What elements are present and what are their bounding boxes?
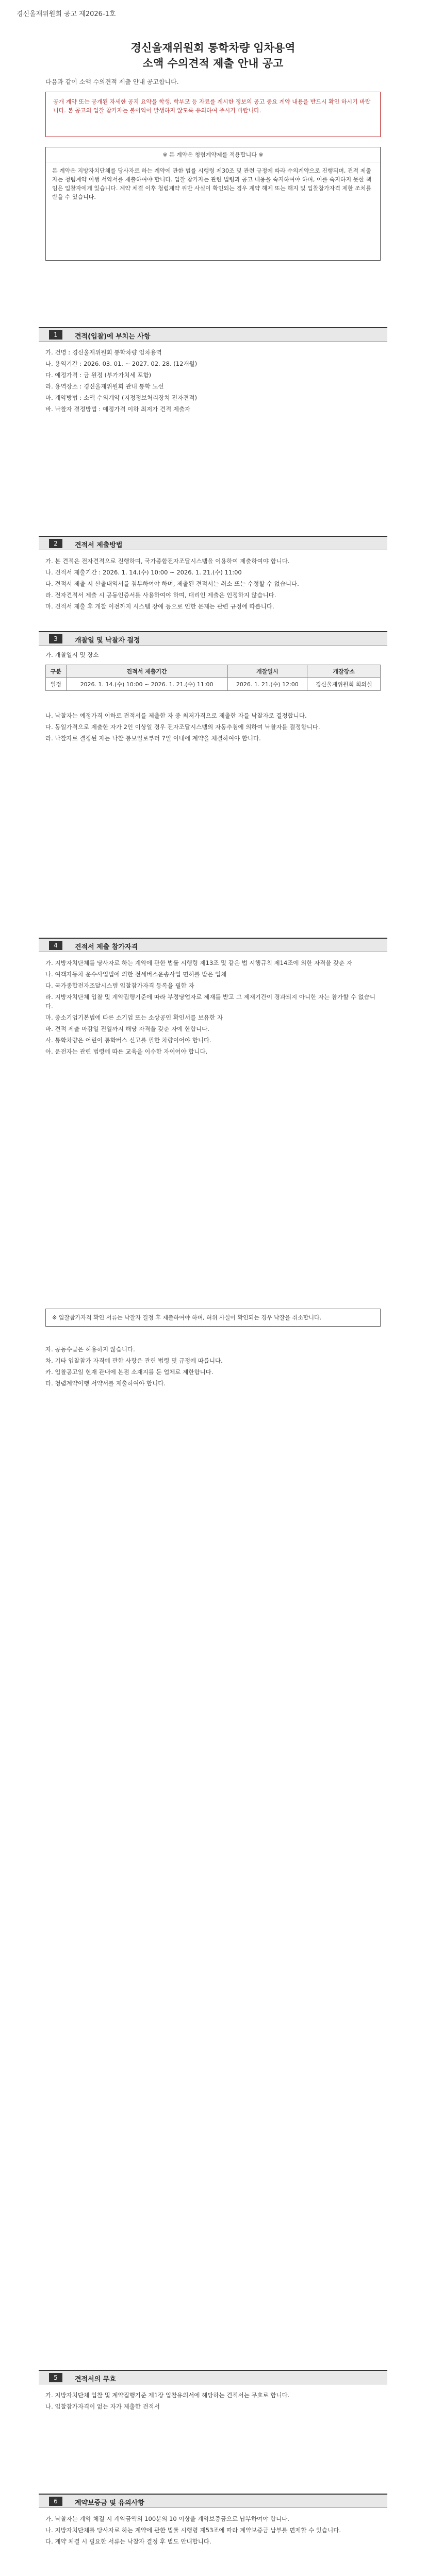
section-header-2: [39, 536, 387, 550]
title-line-2: 소액 수의견적 제출 안내 공고: [142, 57, 284, 70]
section-label: 견적(입찰)에 부치는 사항: [75, 333, 151, 341]
section-6-body: [45, 2514, 381, 2548]
table-cell: 2026. 1. 14.(수) 10:00 ~ 2026. 1. 21.(수) 11:00: [66, 678, 227, 691]
list-item: 라. 용역장소 : 경신울재위원회 관내 통학 노선: [45, 383, 164, 390]
list-item: 아. 운전자는 관련 법령에 따른 교육을 이수한 자이어야 합니다.: [45, 1048, 208, 1055]
table-header-row: [46, 665, 381, 678]
list-item: 나. 지방자치단체를 당사자로 하는 계약에 관한 법률 시행령 제53조에 따라 계약보증금 납부를 면제할 수 있습니다.: [45, 2527, 341, 2534]
section-3-body: [45, 711, 381, 745]
list-item: 가. 건명 : 경신울재위원회 통학차량 임차용역: [45, 349, 162, 356]
table-cell: 2026. 1. 21.(수) 12:00: [227, 678, 307, 691]
list-item: 마. 중소기업기본법에 따른 소기업 또는 소상공인 확인서를 보유한 자: [45, 1014, 223, 1021]
list-item: 나. 낙찰자는 예정가격 이하로 견적서를 제출한 자 중 최저가격으로 제출한 자를 낙찰자로 결정합니다.: [45, 712, 307, 719]
list-item: 마. 계약방법 : 소액 수의계약 (지정정보처리장치 전자견적): [45, 394, 197, 401]
intro-text: 다음과 같이 소액 수의견적 제출 안내 공고합니다.: [45, 78, 179, 86]
red-notice-box: 공개 계약 또는 공개된 자세한 공지 요약을 학생, 학부모 등 자료를 게시한 정보의 공고 중요 계약 내용을 반드시 확인 하시기 바랍니다. 본 공고의 입찰 참가자는 불이익이 발생하지 않도록 유의하여 주시기 바랍니다.: [45, 92, 381, 137]
list-item: 가. 지방자치단체 입찰 및 계약집행기준 제1장 입찰유의서에 해당하는 견적서는 무효로 합니다.: [45, 2392, 290, 2399]
table-header: 견적서 제출기간: [66, 665, 227, 678]
list-item: 다. 예정가격 : 금 원정 (부가가치세 포함): [45, 371, 152, 379]
section-label: 계약보증금 및 유의사항: [75, 2499, 144, 2507]
list-item: 바. 견적 제출 마감일 전일까지 해당 자격을 갖춘 자에 한합니다.: [45, 1025, 209, 1032]
list-item: 나. 용역기간 : 2026. 03. 01. ~ 2027. 02. 28. (12개월): [45, 360, 198, 367]
list-item: 라. 낙찰자로 결정된 자는 낙찰 통보일로부터 7일 이내에 계약을 체결하여야 합니다.: [45, 735, 261, 742]
section-label: 견적서 제출방법: [75, 541, 123, 549]
section-header-1: [39, 327, 387, 342]
section-header-4: [39, 938, 387, 952]
section-number: 1: [49, 330, 62, 340]
section-4-note-box: ※ 입찰참가자격 확인 서류는 낙찰자 결정 후 제출하여야 하며, 허위 사실이 확인되는 경우 낙찰을 취소합니다.: [45, 1309, 381, 1327]
list-item: 가. 본 견적은 전자견적으로 진행하며, 국가종합전자조달시스템을 이용하여 제출하여야 합니다.: [45, 557, 290, 565]
table-row: [46, 678, 381, 691]
list-item: 나. 입찰참가자격이 없는 자가 제출한 견적서: [45, 2403, 160, 2410]
table-cell: 경신울재위원회 회의실: [307, 678, 381, 691]
list-item: 라. 전자견적서 제출 시 공동인증서를 사용하여야 하며, 대리인 제출은 인정하지 않습니다.: [45, 591, 276, 599]
list-item: 다. 국가종합전자조달시스템 입찰참가자격 등록을 필한 자: [45, 982, 194, 989]
integrity-callout: [45, 147, 381, 261]
document-title: [0, 40, 426, 71]
schedule-table: [45, 665, 381, 691]
section-number: 4: [49, 941, 62, 950]
section-header-5: [39, 2370, 387, 2384]
callout-body: 본 계약은 지방자치단체를 당사자로 하는 계약에 관한 법률 시행령 제30조 및 관련 규정에 따라 수의계약으로 진행되며, 견적 제출자는 청렴계약 이행 서약서를 제출하여야 합니다. 입찰 참가자는 관련 법령과 공고 내용을 숙지하여야 하며, 이를 숙지하지 못한 책임은 입찰자에게 있습니다. 계약 체결 이후 청렴계약 위반 사실이 확인되는 경우 계약 해제 또는 해지 및 입찰참가자격 제한 조치를 받을 수 있습니다.: [52, 167, 371, 200]
list-item: 나. 견적서 제출기간 : 2026. 1. 14.(수) 10:00 ~ 2026. 1. 21.(수) 11:00: [45, 569, 242, 576]
section-label: 견적서의 무효: [75, 2376, 116, 2383]
list-item: 가. 낙찰자는 계약 체결 시 계약금액의 100분의 10 이상을 계약보증금으로 납부하여야 합니다.: [45, 2515, 289, 2522]
list-item: 자. 공동수급은 허용하지 않습니다.: [45, 1346, 135, 1353]
section-4-tail: [45, 1345, 381, 1390]
section-header-6: [39, 2494, 387, 2508]
table-header: 개찰장소: [307, 665, 381, 678]
table-header: 구분: [46, 665, 67, 678]
document-number: 경신울재위원회 공고 제2026-1호: [17, 10, 116, 18]
list-item: 가. 지방자치단체를 당사자로 하는 계약에 관한 법률 시행령 제13조 및 같은 법 시행규칙 제14조에 의한 자격을 갖춘 자: [45, 959, 352, 967]
section-2-body: [45, 556, 381, 613]
section-4-body: [45, 958, 381, 1058]
section-number: 5: [49, 2373, 62, 2382]
list-item: 차. 기타 입찰참가 자격에 관한 사항은 관련 법령 및 규정에 따릅니다.: [45, 1357, 223, 1364]
list-item: 다. 동일가격으로 제출한 자가 2인 이상일 경우 전자조달시스템의 자동추첨에 의하여 낙찰자를 결정합니다.: [45, 723, 320, 731]
section-1-body: [45, 348, 381, 416]
section-label: 견적서 제출 참가자격: [75, 943, 138, 951]
list-item: 마. 견적서 제출 후 개찰 이전까지 시스템 장애 등으로 인한 문제는 관련 규정에 따릅니다.: [45, 603, 274, 610]
table-cell: 일정: [46, 678, 67, 691]
section-5-body: [45, 2391, 381, 2413]
list-item: 카. 입찰공고일 현재 관내에 본점 소재지를 둔 업체로 제한합니다.: [45, 1368, 214, 1376]
section-number: 2: [49, 539, 62, 548]
section-header-3: [39, 631, 387, 646]
list-item: 다. 계약 체결 시 필요한 서류는 낙찰자 결정 후 별도 안내합니다.: [45, 2538, 211, 2545]
section-number: 3: [49, 634, 62, 643]
section-number: 6: [49, 2497, 62, 2506]
table-header: 개찰일시: [227, 665, 307, 678]
section-label: 개찰일 및 낙찰자 결정: [75, 637, 140, 645]
list-item: 바. 낙찰자 결정방법 : 예정가격 이하 최저가 견적 제출자: [45, 405, 191, 413]
title-line-1: 경신울재위원회 통학차량 임차용역: [130, 42, 296, 54]
list-item: 타. 청렴계약이행 서약서를 제출하여야 합니다.: [45, 1380, 166, 1387]
list-item: 나. 여객자동차 운수사업법에 의한 전세버스운송사업 면허를 받은 업체: [45, 971, 227, 978]
list-item: 라. 지방자치단체 입찰 및 계약집행기준에 따라 부정당업자로 제재를 받고 그 제재기간이 경과되지 아니한 자는 참가할 수 없습니다.: [45, 993, 375, 1010]
callout-heading: ※ 본 계약은 청렴계약제를 적용합니다 ※: [46, 147, 380, 162]
section-3-intro: 가. 개찰일시 및 장소: [45, 651, 99, 658]
list-item: 다. 견적서 제출 시 산출내역서를 첨부하여야 하며, 제출된 견적서는 취소 또는 수정할 수 없습니다.: [45, 580, 299, 587]
list-item: 사. 통학차량은 어린이 통학버스 신고를 필한 차량이어야 합니다.: [45, 1037, 211, 1044]
